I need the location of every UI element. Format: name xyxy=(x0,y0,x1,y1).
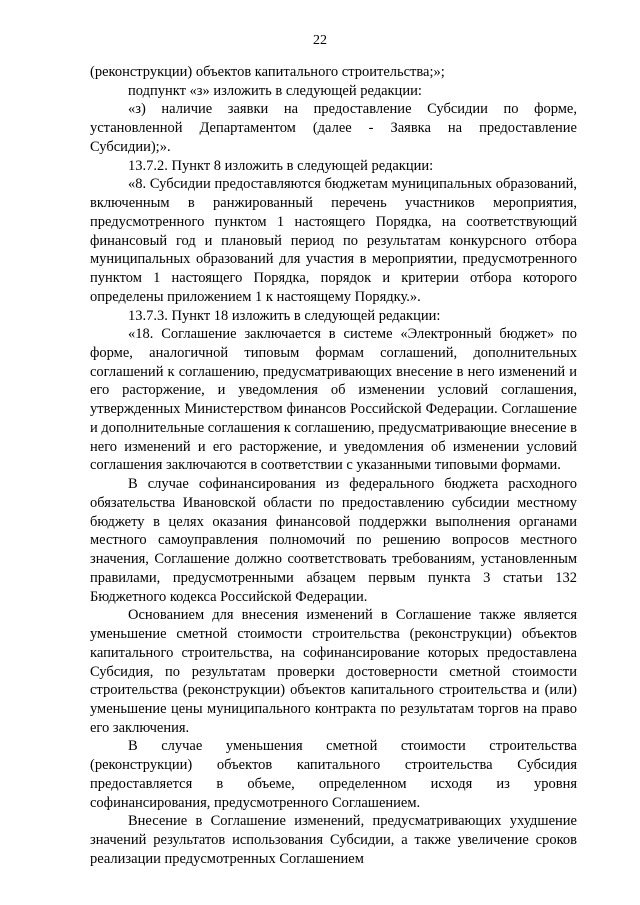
paragraph: 13.7.3. Пункт 18 изложить в следующей редакции: xyxy=(128,307,441,324)
paragraph: «з) наличие заявки на предоставление Субсидии по форме, установленной Департаментом (далее - Заявка на предоставление Субсидии);». xyxy=(90,101,577,155)
paragraph: Основанием для внесения изменений в Соглашение также является уменьшение сметной стоимости строительства (реконструкции) объектов капитального строительства, на софинансирование которых предоставлена Субсидия, по результатам проверки достоверности сметной стоимости строительства (реконструкции) объектов капитального строительства и (или) уменьшение цены муниципального контракта по результатам торгов на право его заключения. xyxy=(90,607,577,736)
paragraph: «18. Соглашение заключается в системе «Электронный бюджет» по форме, аналогичной типовым формам соглашений, дополнительных соглашений к соглашению, предусматривающих внесение в него изменений и его расторжение, и уведомления об изменении условий соглашения, утвержденных Министерством финансов Российской Федерации. Соглашение и дополнительные соглашения к соглашению, предусматривающие внесение в него изменений и его расторжение, и уведомления об изменении условий соглашения заключаются в соответствии с указанными типовыми формами. xyxy=(90,326,577,474)
paragraph: (реконструкции) объектов капитального строительства;»; xyxy=(90,64,445,80)
document-body xyxy=(90,63,577,869)
paragraph: В случае софинансирования из федерального бюджета расходного обязательства Ивановской области по предоставлению субсидии местному бюджету в целях оказания финансовой поддержки выполнения органами местного самоуправления полномочий по решению вопросов местного значения, Соглашение должно соответствовать требованиям, установленным правилами, предусмотренными абзацем первым пункта 3 статьи 132 Бюджетного кодекса Российской Федерации. xyxy=(90,476,577,605)
paragraph: «8. Субсидии предоставляются бюджетам муниципальных образований, включенным в ранжированный перечень участников мероприятия, предусмотренного пунктом 1 настоящего Порядка, на соответствующий финансовый год и плановый период по результатам конкурсного отбора муниципальных образований для участия в мероприятии, предусмотренного пунктом 1 настоящего Порядка, порядок и критерии отбора которого определены приложением 1 к настоящему Порядку.». xyxy=(90,176,577,305)
page-number: 22 xyxy=(313,33,327,48)
paragraph: В случае уменьшения сметной стоимости строительства (реконструкции) объектов капитального строительства Субсидия предоставляется в объеме, определенном исходя из уровня софинансирования, предусмотренного Соглашением. xyxy=(90,738,577,811)
paragraph: 13.7.2. Пункт 8 изложить в следующей редакции: xyxy=(128,157,434,174)
paragraph: подпункт «з» изложить в следующей редакции: xyxy=(128,82,422,99)
paragraph: Внесение в Соглашение изменений, предусматривающих ухудшение значений результатов использования Субсидии, а также увеличение сроков реализации предусмотренных Соглашением xyxy=(90,813,577,867)
